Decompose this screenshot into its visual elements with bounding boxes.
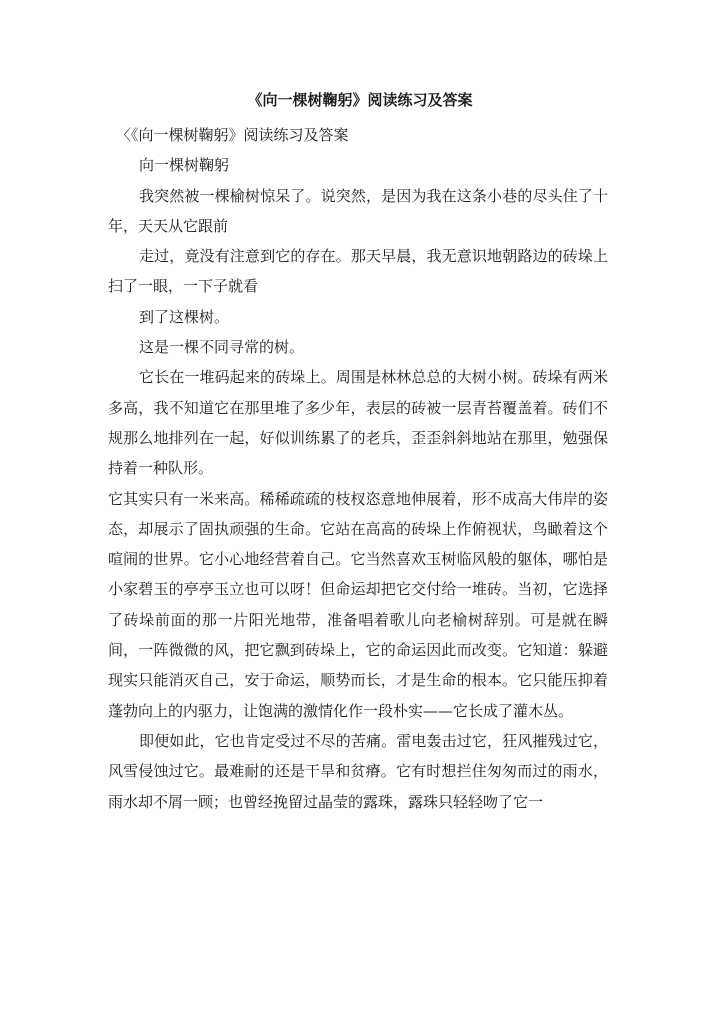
paragraph: 它长在一堆码起来的砖垛上。周围是林林总总的大树小树。砖垛有两米多高，我不知道它在那里堆了多少年，表层的砖被一层青苔覆盖着。砖们不规那么地排列在一起，好似训练累了的老兵，歪歪斜斜地站在那里，勉强保持着一种队形。 <box>108 368 608 478</box>
paragraph: 即便如此，它也肯定受过不尽的苦痛。雷电轰击过它，狂风摧残过它，风雪侵蚀过它。最难耐的还是干旱和贫瘠。它有时想拦住匆匆而过的雨水，雨水却不屑一顾；也曾经挽留过晶莹的露珠，露珠只轻轻吻了它一 <box>108 731 608 811</box>
paragraph: 它其实只有一米来高。稀稀疏疏的枝杈恣意地伸展着，形不成高大伟岸的姿态，却展示了固执顽强的生命。它站在高高的砖垛上作俯视状，鸟瞰着这个喧闹的世界。它小心地经营着自己。它当然喜欢玉树临风般的躯体，哪怕是小家碧玉的亭亭玉立也可以呀！但命运却把它交付给一堆砖。当初，它选择了砖垛前面的那一片阳光地带，准备唱着歌儿向老榆树辞别。可是就在瞬间，一阵微微的风，把它飘到砖垛上，它的命运因此而改变。它知道：躲避现实只能消灭自己，安于命运，顺势而长，才是生命的根本。它只能压抑着蓬勃向上的内驱力，让饱满的激情化作一段朴实——它长成了灌木丛。 <box>108 489 608 720</box>
paragraph: 我突然被一棵榆树惊呆了。说突然，是因为我在这条小巷的尽头住了十年，天天从它跟前 <box>108 186 608 235</box>
subtitle-line: 〈《向一棵树鞠躬》阅读练习及答案 <box>116 126 349 144</box>
paragraph: 到了这棵树。 <box>139 307 230 326</box>
document-title: 《向一棵树鞠躬》阅读练习及答案 <box>247 91 473 109</box>
article-heading: 向一棵树鞠躬 <box>139 156 230 175</box>
document-body <box>108 120 608 817</box>
paragraph: 走过，竟没有注意到它的存在。那天早晨，我无意识地朝路边的砖垛上扫了一眼，一下子就看 <box>108 247 608 296</box>
paragraph: 这是一棵不同寻常的树。 <box>139 338 305 357</box>
